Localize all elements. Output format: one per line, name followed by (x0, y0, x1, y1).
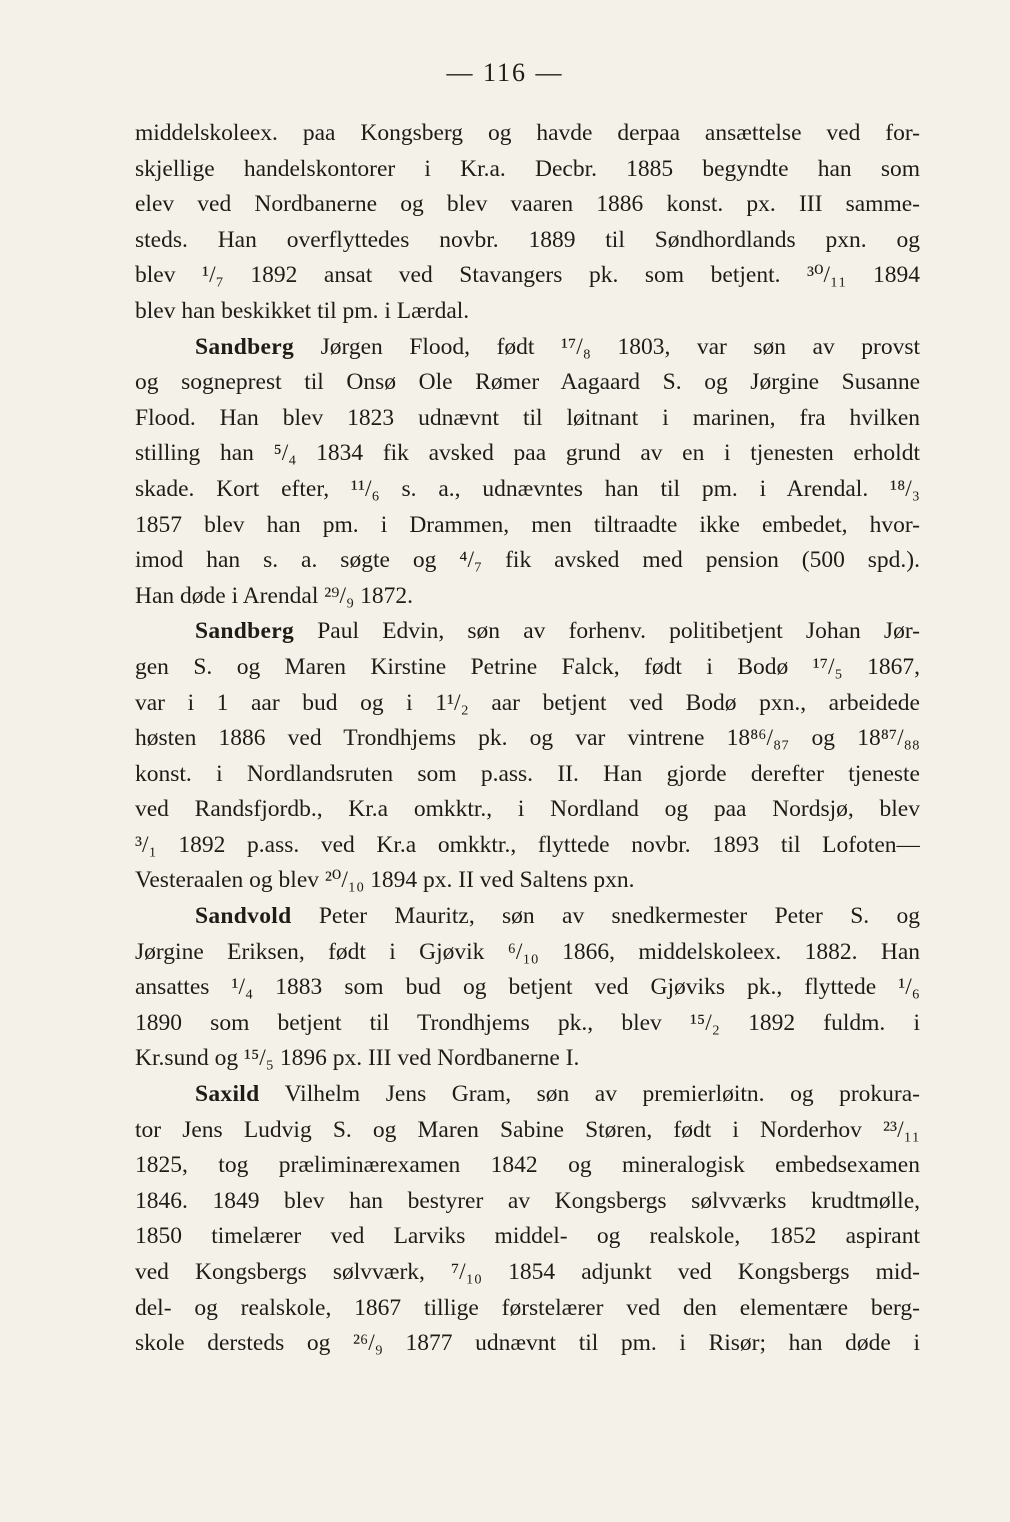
text-line: Vesteraalen og blev ²⁰/₁₀ 1894 px. II ved Saltens pxn. (135, 867, 635, 894)
text-line: imod han s. a. søgte og ⁴/₇ fik avsked med pension (500 spd.). (135, 547, 920, 574)
text-line: 1857 blev han pm. i Drammen, men tiltraadte ikke embedet, hvor- (135, 511, 920, 538)
text-line: gen S. og Maren Kirstine Petrine Falck, født i Bodø ¹⁷/₅ 1867, (135, 653, 920, 680)
text-line: skjellige handelskontorer i Kr.a. Decbr. 1885 begyndte han som (135, 155, 920, 182)
entry-first-line: Saxild Vilhelm Jens Gram, søn av premierløitn. og prokura- (195, 1081, 920, 1108)
entry-name: Saxild (195, 1081, 260, 1108)
text-line: Jørgine Eriksen, født i Gjøvik ⁶/₁₀ 1866, middelskoleex. 1882. Han (135, 938, 920, 965)
text-line: del- og realskole, 1867 tillige førstelærer ved den elementære berg- (135, 1294, 920, 1321)
text-line: ansattes ¹/₄ 1883 som bud og betjent ved Gjøviks pk., flyttede ¹/₆ (135, 974, 920, 1001)
text-line: stilling han ⁵/₄ 1834 fik avsked paa grund av en i tjenesten erholdt (135, 440, 920, 467)
body-text (135, 116, 920, 1362)
text-line: ³/₁ 1892 p.ass. ved Kr.a omkktr., flyttede novbr. 1893 til Lofoten— (135, 831, 920, 858)
text-line: tor Jens Ludvig S. og Maren Sabine Støren, født i Norderhov ²³/₁₁ (135, 1116, 920, 1143)
entry-name: Sandvold (195, 903, 292, 930)
text-line: 1890 som betjent til Trondhjems pk., blev ¹⁵/₂ 1892 fuldm. i (135, 1009, 920, 1036)
text-line: blev ¹/₇ 1892 ansat ved Stavangers pk. som betjent. ³⁰/₁₁ 1894 (135, 262, 920, 289)
text-line: 1846. 1849 blev han bestyrer av Kongsbergs sølvværks krudtmølle, (135, 1187, 920, 1214)
text-line: skade. Kort efter, ¹¹/₆ s. a., udnævntes han til pm. i Arendal. ¹⁸/₃ (135, 475, 920, 502)
text-line: ved Randsfjordb., Kr.a omkktr., i Nordland og paa Nordsjø, blev (135, 796, 920, 823)
text-line: skole dersteds og ²⁶/₉ 1877 udnævnt til pm. i Risør; han døde i (135, 1330, 920, 1357)
page-number: — 116 — (446, 58, 564, 87)
text-line: middelskoleex. paa Kongsberg og havde derpaa ansættelse ved for- (135, 120, 920, 146)
text-line: 1850 timelærer ved Larviks middel- og realskole, 1852 aspirant (135, 1223, 920, 1250)
text-line: høsten 1886 ved Trondhjems pk. og var vintrene 18⁸⁶/₈₇ og 18⁸⁷/₈₈ (135, 725, 920, 752)
text-line: Han døde i Arendal ²⁹/₉ 1872. (135, 582, 413, 609)
text-line: konst. i Nordlandsruten som p.ass. II. Han gjorde derefter tjeneste (135, 760, 920, 787)
text-line: elev ved Nordbanerne og blev vaaren 1886 konst. px. III samme- (135, 191, 920, 218)
entry-first-line: Sandberg Jørgen Flood, født ¹⁷/₈ 1803, var søn av provst (195, 333, 920, 360)
text-line: var i 1 aar bud og i 1¹/₂ aar betjent ved Bodø pxn., arbeidede (135, 689, 920, 716)
text-line: Flood. Han blev 1823 udnævnt til løitnant i marinen, fra hvilken (135, 404, 920, 431)
text-line: og sogneprest til Onsø Ole Rømer Aagaard S. og Jørgine Susanne (135, 369, 920, 396)
text-line: 1825, tog præliminærexamen 1842 og mineralogisk embedsexamen (135, 1152, 920, 1179)
text-line: Kr.sund og ¹⁵/₅ 1896 px. III ved Nordbanerne I. (135, 1045, 580, 1072)
text-line: blev han beskikket til pm. i Lærdal. (135, 297, 470, 324)
text-line: ved Kongsbergs sølvværk, ⁷/₁₀ 1854 adjunkt ved Kongsbergs mid- (135, 1259, 920, 1285)
entry-first-line: Sandberg Paul Edvin, søn av forhenv. politibetjent Johan Jør- (195, 618, 920, 645)
entry-name: Sandberg (195, 333, 295, 360)
text-line: steds. Han overflyttedes novbr. 1889 til Søndhordlands pxn. og (135, 226, 920, 253)
entry-name: Sandberg (195, 618, 295, 645)
entry-first-line: Sandvold Peter Mauritz, søn av snedkermester Peter S. og (195, 903, 920, 930)
